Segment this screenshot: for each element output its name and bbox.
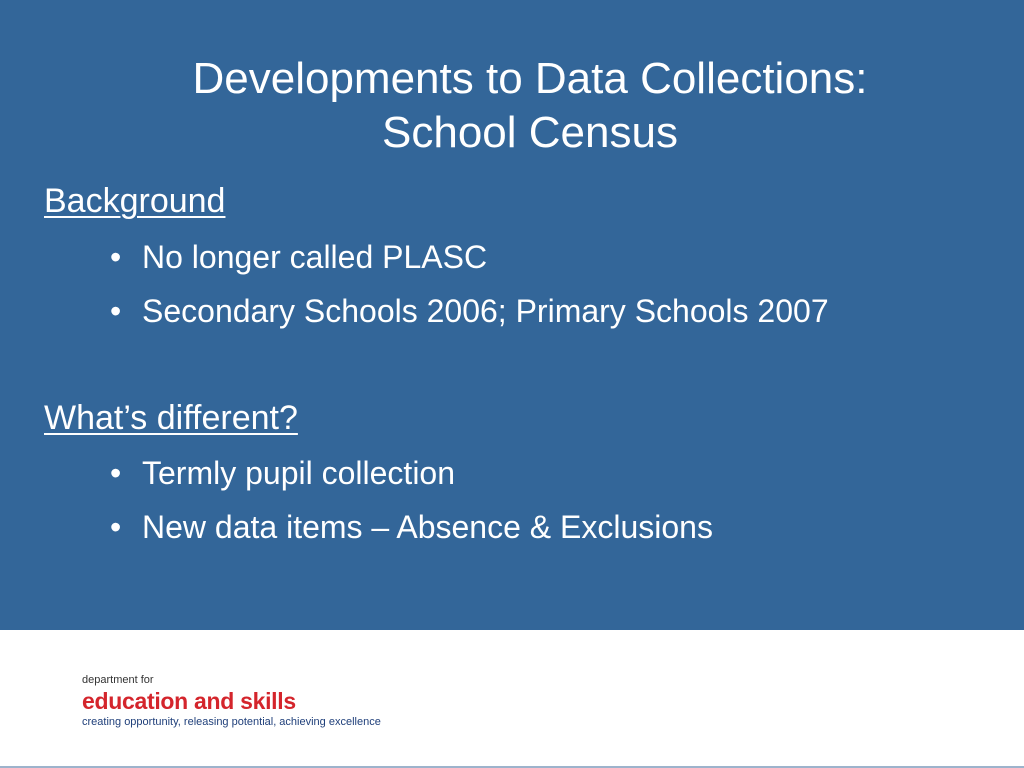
bullet-item: • No longer called PLASC bbox=[110, 237, 829, 277]
bullet-item: • Termly pupil collection bbox=[110, 453, 713, 493]
slide-footer bbox=[0, 630, 1024, 768]
section-heading-whats-different: What’s different? bbox=[44, 399, 298, 437]
section-heading-background: Background bbox=[44, 182, 226, 220]
background-bullet-list bbox=[110, 237, 829, 345]
slide-title-line-1: Developments to Data Collections: bbox=[192, 54, 868, 103]
whats-different-bullet-list bbox=[110, 453, 713, 561]
bullet-item: • New data items – Absence & Exclusions bbox=[110, 507, 713, 547]
bullet-item: • Secondary Schools 2006; Primary Schools 2007 bbox=[110, 291, 829, 331]
dfes-logo bbox=[82, 674, 381, 729]
slide-title-line-2: School Census bbox=[382, 108, 678, 157]
logo-tagline: creating opportunity, releasing potential, achieving excellence bbox=[82, 716, 381, 728]
logo-education-skills-text: education and skills bbox=[82, 688, 296, 714]
logo-department-text: department for bbox=[82, 674, 154, 686]
slide-title bbox=[60, 52, 1000, 160]
